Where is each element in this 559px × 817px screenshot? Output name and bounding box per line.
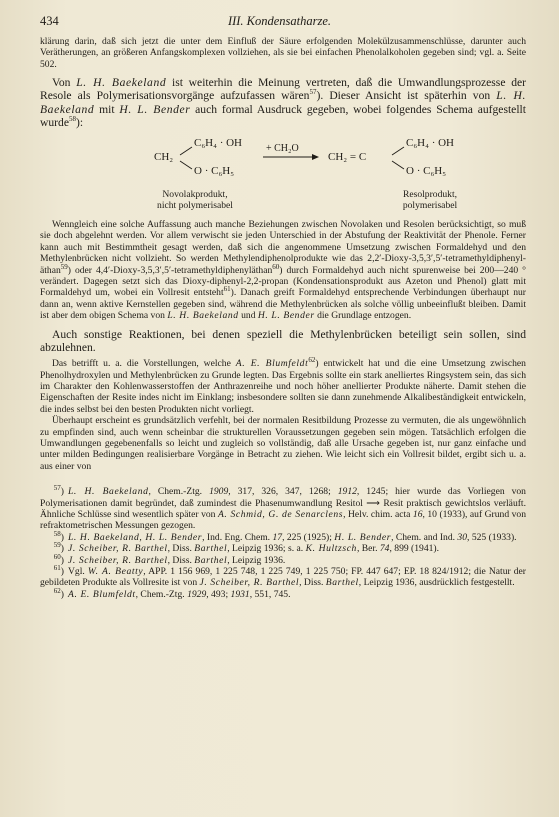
- year: 1931: [230, 588, 250, 600]
- text-run: , Ber.: [356, 543, 380, 555]
- footnote-number: 57: [53, 483, 61, 492]
- right-ch2: CH₂ = C: [328, 151, 367, 164]
- footnote-number: 61: [53, 563, 61, 572]
- left-ch2: CH₂: [154, 151, 174, 164]
- year: 1912: [337, 486, 357, 498]
- footnote-ref: 58: [68, 114, 76, 123]
- text-run: , 225 (1925);: [282, 531, 335, 543]
- footnote-ref: 59: [60, 262, 68, 271]
- paragraph-wenngleich: [40, 219, 526, 322]
- author-name: Barthel: [194, 543, 228, 555]
- footnote-ref: 61: [223, 285, 231, 294]
- text-run: ) durch Formaldehyd auch nicht spurenweise bei 200—240 ° verändert. Dagegen setzt sich das Dioxy-diphenyl-2,2-propan (Kondensationsprodukt aus Azeton und Phenol) glatt mit Formaldehyd um, wobei ein Vollresit entsteht: [40, 264, 526, 299]
- author-name: A. Schmid, G. de Senarclens: [217, 508, 344, 520]
- text-run: auch formal Ausdruck gegeben, wobei folgendes Schema aufgestellt wurde: [40, 102, 526, 129]
- paragraph-baekeland: [40, 76, 526, 129]
- author-name: Barthel: [194, 554, 228, 566]
- text-run: , 551, 745.: [249, 588, 291, 600]
- author-name: J. Scheiber, R. Barthel: [199, 577, 300, 589]
- volume: 17: [272, 531, 283, 543]
- author-name: H. L. Bender: [119, 102, 191, 116]
- text-run: , APP. 1 156 969, 1 225 748, 1 225 749, 1 225 750; FP. 447 647; EP. 18 824/1912; die Natur der gebildeten Produkte als Vollresite ist von: [40, 566, 526, 589]
- right-bottom-group: O · C₆H₅: [406, 165, 447, 178]
- author-name: A. E. Blumfeldt: [68, 588, 136, 600]
- author-name: L. H. Baekeland, H. L. Bender: [68, 531, 203, 543]
- author-name: J. Scheiber, R. Barthel: [68, 554, 168, 566]
- author-name: A. E. Blumfeldt: [235, 358, 309, 370]
- volume: 30: [457, 531, 468, 543]
- author-name: L. H. Baekeland: [68, 486, 149, 498]
- left-bottom-group: O · C₆H₅: [194, 165, 235, 178]
- text-run: ). Danach greift Formaldehyd entsprechende Verbindungen überhaupt nur dann an, wenn aktive Kernstellen gegeben sind, während die Methylenbrücken als solche völlig unbeeinflußt bleiben. Damit ist aber dem obigen Schema von: [40, 287, 526, 322]
- footnote-number: 62: [53, 586, 61, 595]
- reaction-scheme: [40, 135, 526, 215]
- text-run: die Grundlage entzogen.: [314, 310, 412, 322]
- text-run: Von: [52, 76, 77, 90]
- footnote-number: 58: [53, 529, 61, 538]
- running-header: [40, 14, 519, 30]
- text-run: Vgl.: [68, 566, 88, 577]
- footnote-60: $^{60}$) J. Scheiber, R. Barthel, Diss. Barthel, Leipzig 1936.: [53, 552, 286, 566]
- text-run: , Chem.-Ztg.: [148, 486, 210, 498]
- paragraph-ueberhaupt: Überhaupt erscheint es grundsätzlich verfehlt, bei der normalen Resitbildung Prozesse zu vermuten, die als ungewöhnlich zu empfinden sind, auch wenn scheinbar die strukturellen Voraussetzungen gegeben sein mögen. Tatsächlich erfolgen die Umwandlungen gegebenenfalls so leicht und zugleich so vollständig, daß alle Ursache gegeben ist, nur ganz einfache und unter milden Bedingungen realisierbare Vorgänge in Betracht zu ziehen. Wie leicht sich ein Vollresit bildet, ergibt sich u. a. aus einer von: [40, 415, 526, 472]
- author-name: L. H. Baekeland: [40, 89, 526, 116]
- text-run: , 525 (1933).: [467, 531, 517, 543]
- text-run: ). Dieser Ansicht ist späterhin von: [316, 89, 497, 103]
- text-run: , 899 (1941).: [389, 543, 440, 555]
- footnotes: [40, 483, 527, 600]
- text-run: , Leipzig 1936; s. a.: [227, 543, 306, 555]
- right-top-group: C₆H₄ · OH: [406, 137, 455, 150]
- text-run: , Diss.: [167, 554, 195, 566]
- text-run: Wenngleich eine solche Auffassung auch manche Beziehungen zwischen Novolaken und Resolen berücksichtigt, so muß sie doch abgelehnt werden. Vor allem verwischt sie jeden Unterschied in der Abstufung der Reaktivität der Phenole. Ferner kann auch mit Bestimmtheit gesagt werden, daß sich die angenommene Umsetzung zwischen Formaldehyd und den Methylenbrücken nicht vollzieht. So werden Methylendiphenolprodukte wie das 2,2′-Dioxy-3,5,3′,5′-tetramethyldiphenyl-äthan: [40, 219, 526, 276]
- author-name: L. H. Baekeland: [76, 76, 167, 90]
- author-name: L. H. Baekeland: [167, 310, 239, 322]
- footnote-ref: 62: [308, 355, 316, 364]
- text-run: , Leipzig 1936.: [227, 554, 286, 566]
- left-top-group: C₆H₄ · OH: [194, 137, 243, 150]
- text-run: , 493;: [206, 588, 231, 600]
- footnote-61: $^{61}$) Vgl. W. A. Beatty, APP. 1 156 969, 1 225 748, 1 225 749, 1 225 750; FP. 447 647; EP. 18 824/1912; die Natur der gebildeten Produkte als Vollresite ist von J. Scheiber, R. Barthel, Diss. Barthel, Leipzig 1936, ausdrücklich festgestellt.: [40, 563, 526, 589]
- text-run: ist weiterhin die Meinung vertreten, daß die Umwandlungsprozesse der Resole als Polymerisationsvorgänge aufzufassen wären: [40, 76, 527, 103]
- year: 1909: [209, 486, 229, 498]
- chapter-title: III. Kondensatharze.: [227, 14, 332, 28]
- author-name: H. L. Bender: [257, 310, 315, 322]
- paragraph-continuation: klärung darin, daß sich jetzt die unter dem Einfluß der Säure erfolgenden Molekülzusammenschlüsse, darunter auch Verätherungen, an größeren Anfangskomplexen vollziehen, als sie bei einfachen Phenolalkoholen gegeben sind; vgl. a. Seite 502.: [40, 36, 526, 70]
- author-name: Barthel: [325, 577, 359, 589]
- text-run: ):: [75, 115, 84, 129]
- footnote-58: $^{58}$) L. H. Baekeland, H. L. Bender, Ind. Eng. Chem. 17, 225 (1925); H. L. Bender, Chem. and Ind. 30, 525 (1933).: [53, 529, 517, 543]
- text-run: Das betrifft u. a. die Vorstellungen, welche: [52, 358, 236, 370]
- arrow-label: + CH₂O: [266, 143, 299, 155]
- footnote-57: $^{57}$) L. H. Baekeland, Chem.-Ztg. 1909, 317, 326, 347, 1268; 1912, 1245; hier wurde das Vorliegen von Polymerisationen damit begründet, daß zumindest die Phasenumwandlung Resitol ⟶ Resit praktisch gewichtslos verläuft. Ähnliche Schlüsse sind wesentlich später von A. Schmid, G. de Senarclens, Helv. chim. acta 16, 10 (1933), auf Grund von refraktometrischen Messungen gezogen.: [40, 483, 527, 532]
- year: 1929: [187, 588, 207, 600]
- text-run: , 1245; hier wurde das Vorliegen von Polymerisationen damit begründet, daß zumindest die Phasenumwandlung Resitol ⟶ Resit praktisch gewichtslos verläuft. Ähnliche Schlüsse sind wesentlich später von: [40, 486, 526, 520]
- text-run: , Ind. Eng. Chem.: [202, 531, 273, 543]
- footnote-number: 60: [53, 552, 61, 561]
- footnote-number: 59: [53, 541, 61, 549]
- author-name: H. L. Bender: [334, 531, 392, 543]
- text-run: und: [238, 310, 258, 322]
- footnote-59: $^{59}$) J. Scheiber, R. Barthel, Diss. Barthel, Leipzig 1936; s. a. K. Hultzsch, Ber. 74, 899 (1941).: [53, 541, 440, 555]
- author-name: K. Hultzsch: [305, 543, 357, 555]
- left-product-label: Novolakprodukt, nicht polymerisabel: [157, 189, 233, 212]
- text-run: ) entwickelt hat und die eine Umsetzung zwischen Phenolhydroxylen und Methylenbrücken zu Grunde legten. Das Ergebnis sollte ein stark anelliertes Ringsystem sein, das sich im Charakter den Kohlenwasserstoffen der Anthrazenreihe und noch höher anellierter Produkte näherte. Damit stehen die Eigenschaften der Resite indes nicht im Einklang; insbesondere sollten sie dann zunehmende Alkalibeständigkeit entwickeln, die indes selbst bei den besten Produkten nicht vorliegt.: [40, 358, 526, 415]
- volume: 16: [412, 508, 423, 520]
- text-run: , Diss.: [167, 543, 195, 555]
- text-run: , Helv. chim. acta: [343, 508, 413, 520]
- text-run: , Chem. and Ind.: [391, 531, 458, 543]
- page-number: 434: [40, 14, 59, 28]
- volume: 74: [379, 543, 390, 555]
- section-heading: Auch sonstige Reaktionen, bei denen speziell die Methylenbrücken beteiligt sein sollen, sind abzulehnen.: [40, 327, 526, 354]
- text-run: , 317, 326, 347, 1268;: [228, 486, 338, 498]
- author-name: J. Scheiber, R. Barthel: [68, 543, 168, 555]
- text-run: ) oder 4,4′-Dioxy-3,5,3′,5′-tetramethyldiphenyläthan: [67, 264, 273, 276]
- paragraph-betrifft: [40, 355, 526, 415]
- text-run: , Diss.: [299, 577, 326, 589]
- text-run: , 10 (1933), auf Grund von refraktometrischen Messungen gezogen.: [40, 508, 527, 532]
- author-name: W. A. Beatty: [87, 566, 144, 577]
- footnote-ref: 60: [272, 262, 280, 271]
- text-run: mit: [94, 102, 120, 116]
- text-run: , Chem.-Ztg.: [135, 588, 188, 600]
- footnote-62: $^{62}$) A. E. Blumfeldt, Chem.-Ztg. 1929, 493; 1931, 551, 745.: [53, 586, 291, 600]
- text-run: , Leipzig 1936, ausdrücklich festgestellt.: [358, 577, 515, 589]
- footnote-ref: 57: [309, 88, 317, 97]
- page-body: [40, 36, 526, 600]
- right-product-label: Resolprodukt, polymerisabel: [402, 189, 458, 212]
